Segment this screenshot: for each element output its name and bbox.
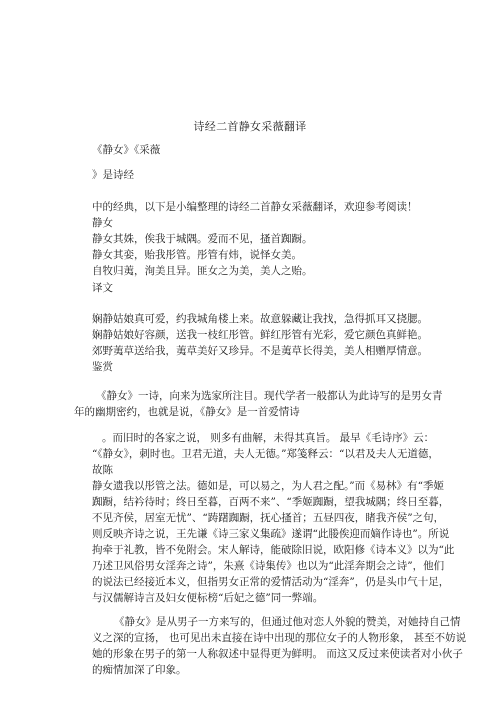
poem-line: 静女其姝，俟我于城隅。爱而不见，搔首踟蹰。 (92, 233, 313, 245)
paragraph-1 (74, 388, 443, 420)
paragraph-4 (92, 614, 467, 678)
intro-text: 中的经典，以下是小编整理的诗经二首静女采薇翻译，欢迎参考阅读！ (92, 201, 418, 213)
paragraph-line: 拘牵于礼教，皆不免附会。宋人解诗，能破除旧说，欧阳修《诗本义》以为“此 (92, 544, 455, 556)
poem-line: 自牧归荑，洵美且异。匪女之为美，美人之贻。 (92, 265, 313, 277)
paragraph-line: 的痴情加深了印象。 (92, 664, 187, 676)
paragraph-line: 则反映齐诗之说，王先谦《诗三家义集疏》遂谓“此媵俟迎而嫡作诗也”。所说 (92, 528, 450, 540)
paragraph-3 (92, 478, 455, 606)
header-line-2: 》是诗经 (92, 169, 134, 181)
paragraph-line: 年的幽期密约，也就是说，《静女》是一首爱情诗 (74, 406, 300, 418)
poem-text (92, 231, 410, 279)
poem-label: 静女 (92, 217, 113, 229)
paragraph-2 (92, 430, 439, 478)
poem-line: 静女其娈，贻我彤管。彤管有炜，说怿女美。 (92, 249, 302, 261)
paragraph-line: 义之深的宣扬， 也可见出未直接在诗中出现的那位女子的人物形象， 甚至不妨说 (92, 632, 467, 644)
paragraph-line: 与汉儒解诗言及妇女便标榜“后妃之德”同一弊端。 (92, 592, 324, 604)
translation-line: 娴静姑娘好容颜，送我一枝红彤管。鲜红彤管有光彩，爱它颜色真鲜艳。 (92, 329, 428, 341)
paragraph-line: 《静女》是从男子一方来写的，但通过他对恋人外貌的赞美，对她持自己情 (114, 616, 461, 628)
appreciation-label: 鉴赏 (92, 361, 113, 373)
paragraph-line: 静女遗我以彤管之法。德如是，可以易之，为人君之配。”而《易林》有“季姬 (92, 480, 444, 492)
paragraph-line: 她的形象在男子的第一人称叙述中显得更为鲜明。 而这又反过来使读者对小伙子 (92, 648, 463, 660)
paragraph-line: 乃述卫风俗男女淫奔之诗”，朱熹《诗集传》也以为“此淫奔期会之诗”，他们 (92, 560, 445, 572)
paragraph-line: 。而旧时的各家之说， 则多有曲解，未得其真旨。 最早《毛诗序》云： (102, 432, 435, 444)
translation-label: 译文 (92, 282, 113, 294)
translation-line: 娴静姑娘真可爱，约我城角楼上来。故意躲藏让我找，急得抓耳又挠腮。 (92, 313, 428, 325)
translation-line: 郊野荑草送给我，荑草美好又珍异。不是荑草长得美，美人相赠厚情意。 (92, 345, 428, 357)
paragraph-line: 不见齐侯，居室无忧”、“踌躇踟蹰，抚心搔首；五昼四夜，睹我齐侯”之句， (92, 512, 445, 524)
paragraph-line: “《静女》，刺时也。卫君无道，夫人无德。”郑笺释云：“以君及夫人无道德， (92, 448, 439, 460)
document-title: 诗经二首静女采薇翻译 (193, 120, 307, 133)
translation-text (92, 311, 428, 359)
paragraph-line: 的说法已经接近本义，但指男女正常的爱情活动为“淫奔”，仍是头巾气十足， (92, 576, 450, 588)
paragraph-line: 故陈 (92, 464, 113, 476)
header-line-1: 《静女》《采薇 (92, 144, 161, 156)
paragraph-line: 踟蹰，结衿待时；终日至暮，百两不来”、“季姬踟蹰，望我城隅；终日至暮， (92, 496, 450, 508)
paragraph-line: 《静女》一诗，向来为选家所注目。现代学者一般都认为此诗写的是男女青 (96, 390, 443, 402)
